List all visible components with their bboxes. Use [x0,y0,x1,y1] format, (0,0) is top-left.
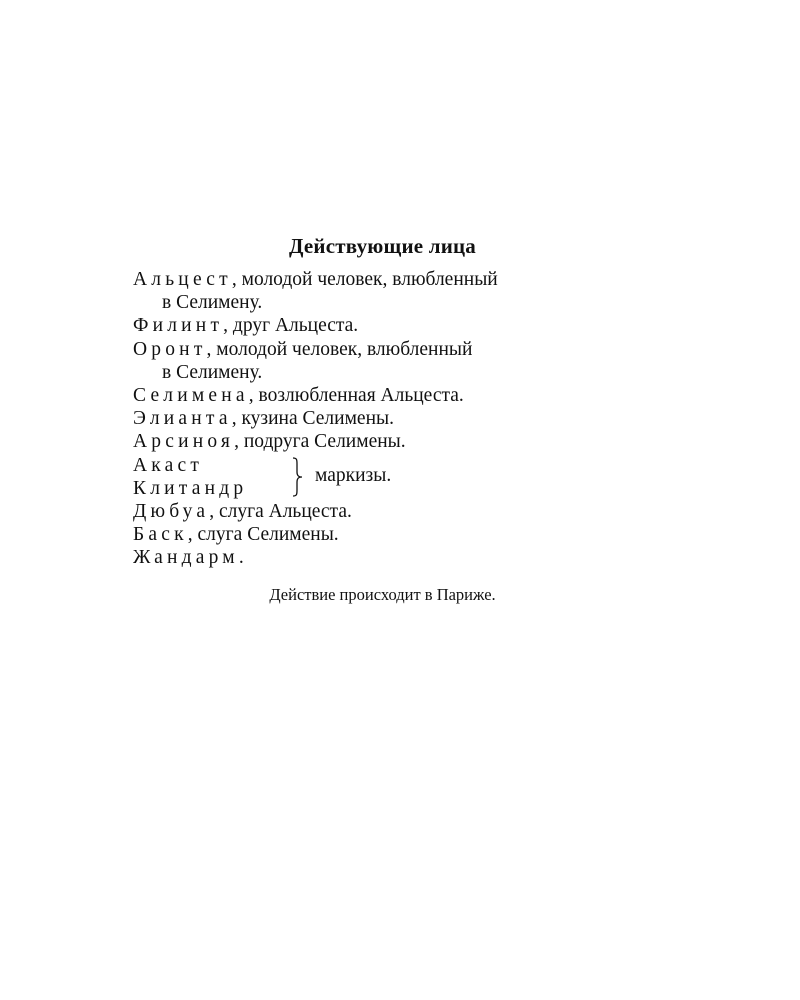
character-entry [133,384,693,407]
marquises-group [133,454,693,500]
character-description: , возлюбленная Альцеста. [248,385,464,407]
character-description: , молодой человек, влюбленный [231,269,498,290]
character-entry [133,407,693,430]
character-entry [133,523,693,546]
character-name: Акаст [133,454,204,476]
character-name: Дюбуа [133,501,210,523]
marquises-label: маркизы. [315,464,392,486]
character-description: , кузина Селимены. [231,408,394,430]
character-entry [133,477,247,500]
character-list [133,268,693,570]
character-name: Баск [133,524,188,546]
character-description-continuation: в Селимену. [162,361,263,383]
character-name: Жандарм [133,547,239,569]
character-description: , слуга Селимены. [187,524,339,546]
character-description: , подруга Селимены. [234,431,406,453]
character-name: Арсиноя [133,431,235,453]
character-entry [133,500,693,523]
right-brace-icon [291,457,305,497]
character-description: , слуга Альцеста. [209,501,352,523]
character-entry [133,430,693,453]
setting-note: Действие происходит в Париже. [269,585,496,604]
character-description: , молодой человек, влюбленный [206,338,473,360]
character-name: Филинт [133,315,224,337]
character-entry [133,338,693,384]
character-name: Клитандр [133,477,248,499]
page-title: Действующие лица [288,234,476,258]
character-entry [133,314,693,337]
character-entry [133,546,693,569]
character-name: Оронт [133,338,207,360]
character-description-continuation: в Селимену. [162,292,263,314]
character-name: Селимена [133,385,249,407]
character-description: . [238,547,244,569]
character-entry [133,268,693,314]
character-name: Альцест [133,269,232,290]
character-name: Элианта [133,408,232,430]
character-description: , друг Альцеста. [223,315,359,337]
character-entry [133,454,203,477]
